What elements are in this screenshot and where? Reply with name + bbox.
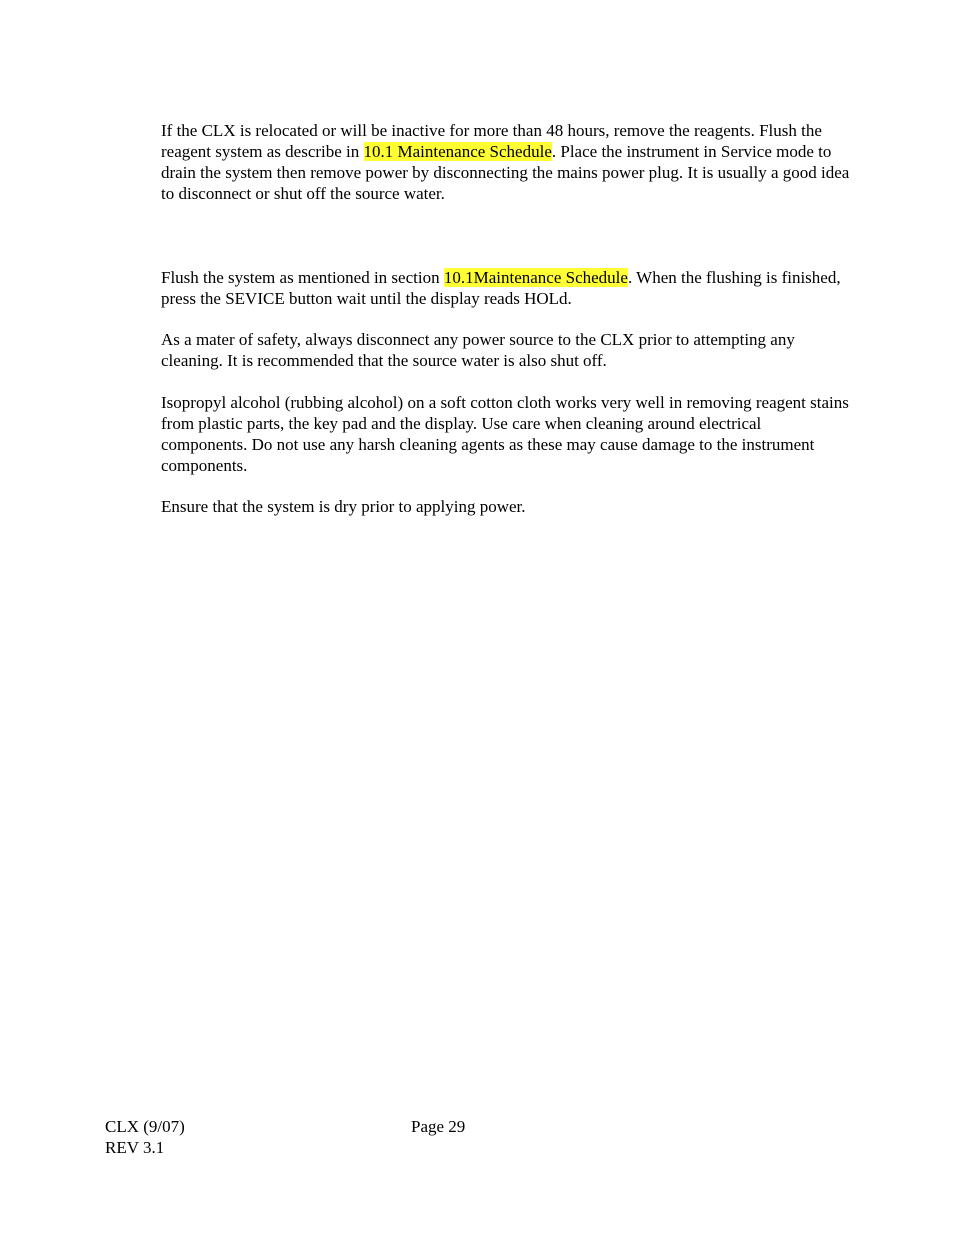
- maintenance-schedule-link[interactable]: 10.1 Maintenance Schedule: [363, 142, 552, 161]
- paragraph-flush-text-start: Flush the system as mentioned in section: [161, 268, 444, 287]
- footer-page-number: Page 29: [411, 1117, 466, 1136]
- footer-revision: REV 3.1: [105, 1138, 165, 1157]
- maintenance-schedule-link[interactable]: 10.1Maintenance Schedule: [443, 268, 628, 287]
- paragraph-flush: [161, 267, 851, 309]
- paragraph-relocation-text-start: If the CLX is relocated or will be inactive for more than 48 hours, remove the reagents. Flush the reagent system as describe in: [161, 121, 822, 161]
- paragraph-relocation-text-end: . Place the instrument in Service mode to drain the system then remove power by disconnecting the mains power plug. It is usually a good idea to disconnect or shut off the source water.: [161, 142, 850, 203]
- paragraph-relocation: [161, 120, 851, 204]
- paragraph-cleaning: Isopropyl alcohol (rubbing alcohol) on a soft cotton cloth works very well in removing reagent stains from plastic parts, the key pad and the display. Use care when cleaning around electrical components. Do not use any harsh cleaning agents as these may cause damage to the instrument components.: [161, 393, 849, 475]
- footer-document-id: CLX (9/07): [105, 1117, 185, 1136]
- paragraph-dry: Ensure that the system is dry prior to applying power.: [161, 497, 526, 516]
- paragraph-flush-text-end: . When the flushing is finished, press the SEVICE button wait until the display reads HOLd.: [161, 268, 841, 308]
- paragraph-safety: As a mater of safety, always disconnect any power source to the CLX prior to attempting any cleaning. It is recommended that the source water is also shut off.: [161, 330, 795, 370]
